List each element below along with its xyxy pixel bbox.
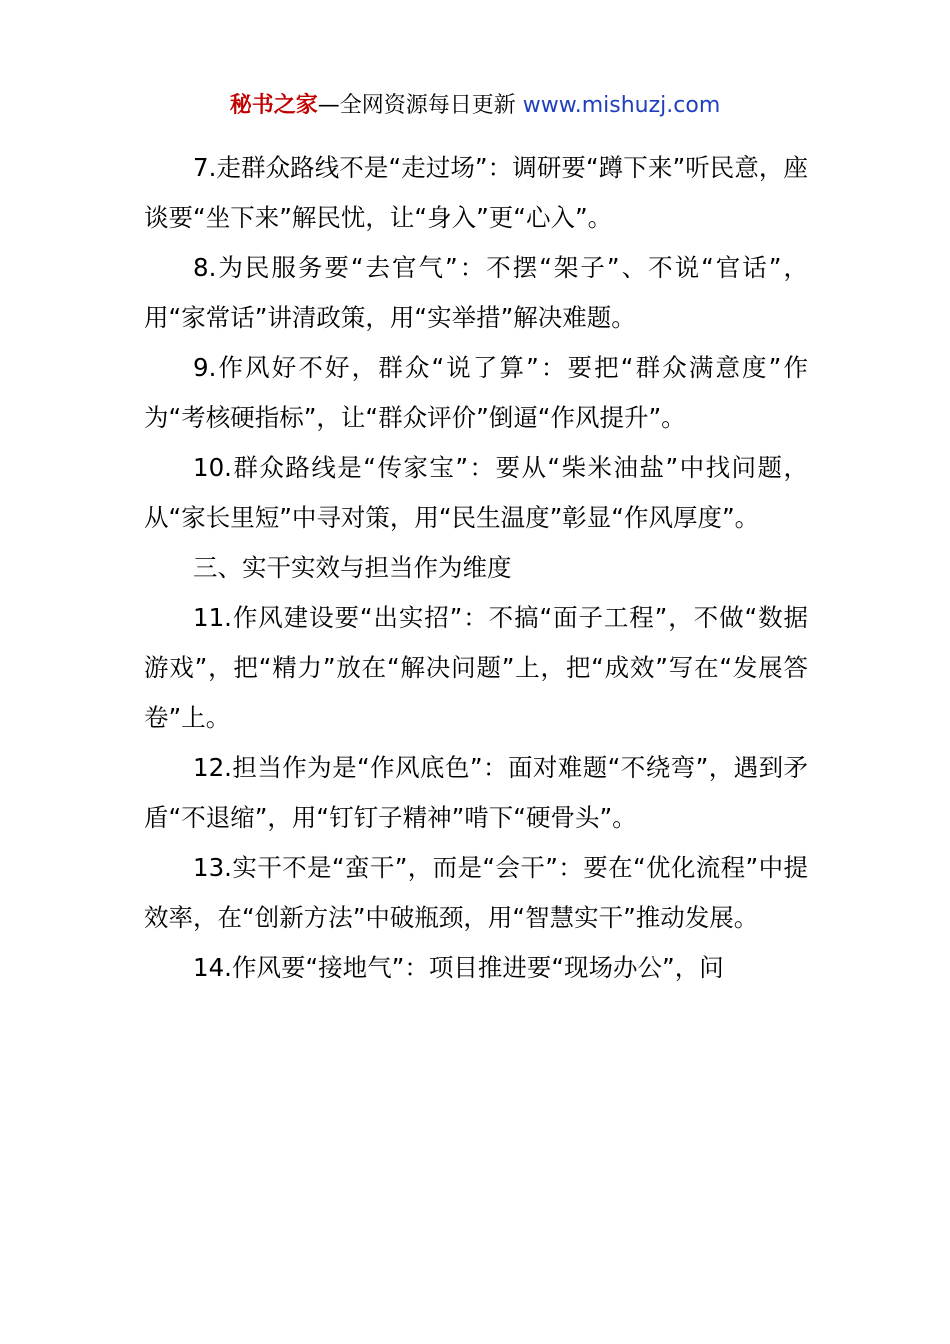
page-header xyxy=(0,90,950,122)
paragraph-10: 10.群众路线是“传家宝”：要从“柴米油盐”中找问题，从“家长里短”中寻对策，用“民生温度”彰显“作风厚度”。 xyxy=(144,453,808,532)
site-url: www.mishuzj.com xyxy=(522,93,721,118)
document-body xyxy=(144,143,808,993)
paragraph-12: 12.担当作为是“作风底色”：面对难题“不绕弯”，遇到矛盾“不退缩”，用“钉钉子精神”啃下“硬骨头”。 xyxy=(144,753,808,832)
paragraph-9: 9.作风好不好，群众“说了算”：要把“群众满意度”作为“考核硬指标”，让“群众评价”倒逼“作风提升”。 xyxy=(144,353,808,432)
paragraph-11: 11.作风建设要“出实招”：不搞“面子工程”，不做“数据游戏”，把“精力”放在“解决问题”上，把“成效”写在“发展答卷”上。 xyxy=(144,603,808,732)
brand-name: 秘书之家 xyxy=(229,93,318,118)
paragraph-14: 14.作风要“接地气”：项目推进要“现场办公”，问 xyxy=(193,953,724,982)
paragraph-13: 13.实干不是“蛮干”，而是“会干”：要在“优化流程”中提效率，在“创新方法”中破瓶颈，用“智慧实干”推动发展。 xyxy=(144,853,808,932)
header-tagline: —全网资源每日更新 xyxy=(317,93,523,118)
paragraph-7: 7.走群众路线不是“走过场”：调研要“蹲下来”听民意，座谈要“坐下来”解民忧，让“身入”更“心入”。 xyxy=(144,153,808,232)
paragraph-8: 8.为民服务要“去官气”：不摆“架子”、不说“官话”，用“家常话”讲清政策，用“实举措”解决难题。 xyxy=(144,253,808,332)
section-heading: 三、实干实效与担当作为维度 xyxy=(193,553,512,582)
